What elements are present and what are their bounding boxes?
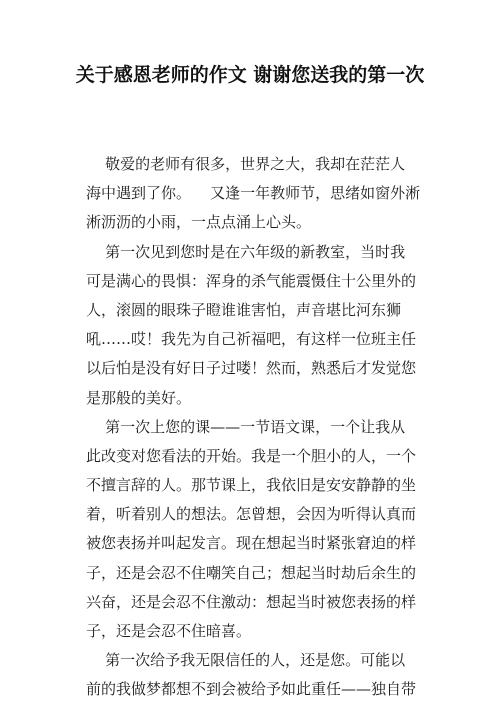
text-line: 被您表扬并叫起发言。现在想起当时紧张窘迫的样 xyxy=(86,534,417,553)
text-line: 不擅言辞的人。那节课上，我依旧是安安静静的坐 xyxy=(86,476,417,495)
text-line: 子，还是会忍不住暗喜。 xyxy=(86,622,252,640)
text-line: 前的我做梦都想不到会被给予如此重任——独自带 xyxy=(86,680,417,699)
text-line: 以后怕是没有好日子过喽！然而，熟悉后才发觉您 xyxy=(86,359,417,378)
text-line: 第一次见到您时是在六年级的新教室，当时我 xyxy=(86,242,406,261)
text-line: 子，还是会忍不住嘲笑自己；想起当时劫后余生的 xyxy=(86,563,417,582)
text-line: 第一次上您的课——一节语文课，一个让我从 xyxy=(86,417,406,436)
text-line: 海中遇到了你。 又逢一年教师节，思绪如窗外淅 xyxy=(86,184,421,203)
text-line: 敬爱的老师有很多，世界之大，我却在茫茫人 xyxy=(86,155,406,173)
document-body xyxy=(86,150,421,705)
text-line: 人，滚圆的眼珠子瞪谁谁害怕，声音堪比河东狮 xyxy=(86,300,402,319)
text-line: 此改变对您看法的开始。我是一个胆小的人，一个 xyxy=(86,446,417,465)
text-line: 兴奋，还是会忍不住激动：想起当时被您表扬的样 xyxy=(86,592,417,611)
text-line: 是那般的美好。 xyxy=(86,388,192,407)
document-title: 关于感恩老师的作文 谢谢您送我的第一次 xyxy=(75,64,425,86)
text-line: 淅沥沥的小雨，一点点涌上心头。 xyxy=(86,213,312,232)
text-line: 可是满心的畏惧：浑身的杀气能震慑住十公里外的 xyxy=(86,271,417,290)
text-line: 着，听着别人的想法。怎曾想，会因为听得认真而 xyxy=(86,505,417,524)
text-line: 吼……哎！我先为自己祈福吧，有这样一位班主任 xyxy=(86,330,417,349)
text-line: 第一次给予我无限信任的人，还是您。可能以 xyxy=(86,651,406,670)
